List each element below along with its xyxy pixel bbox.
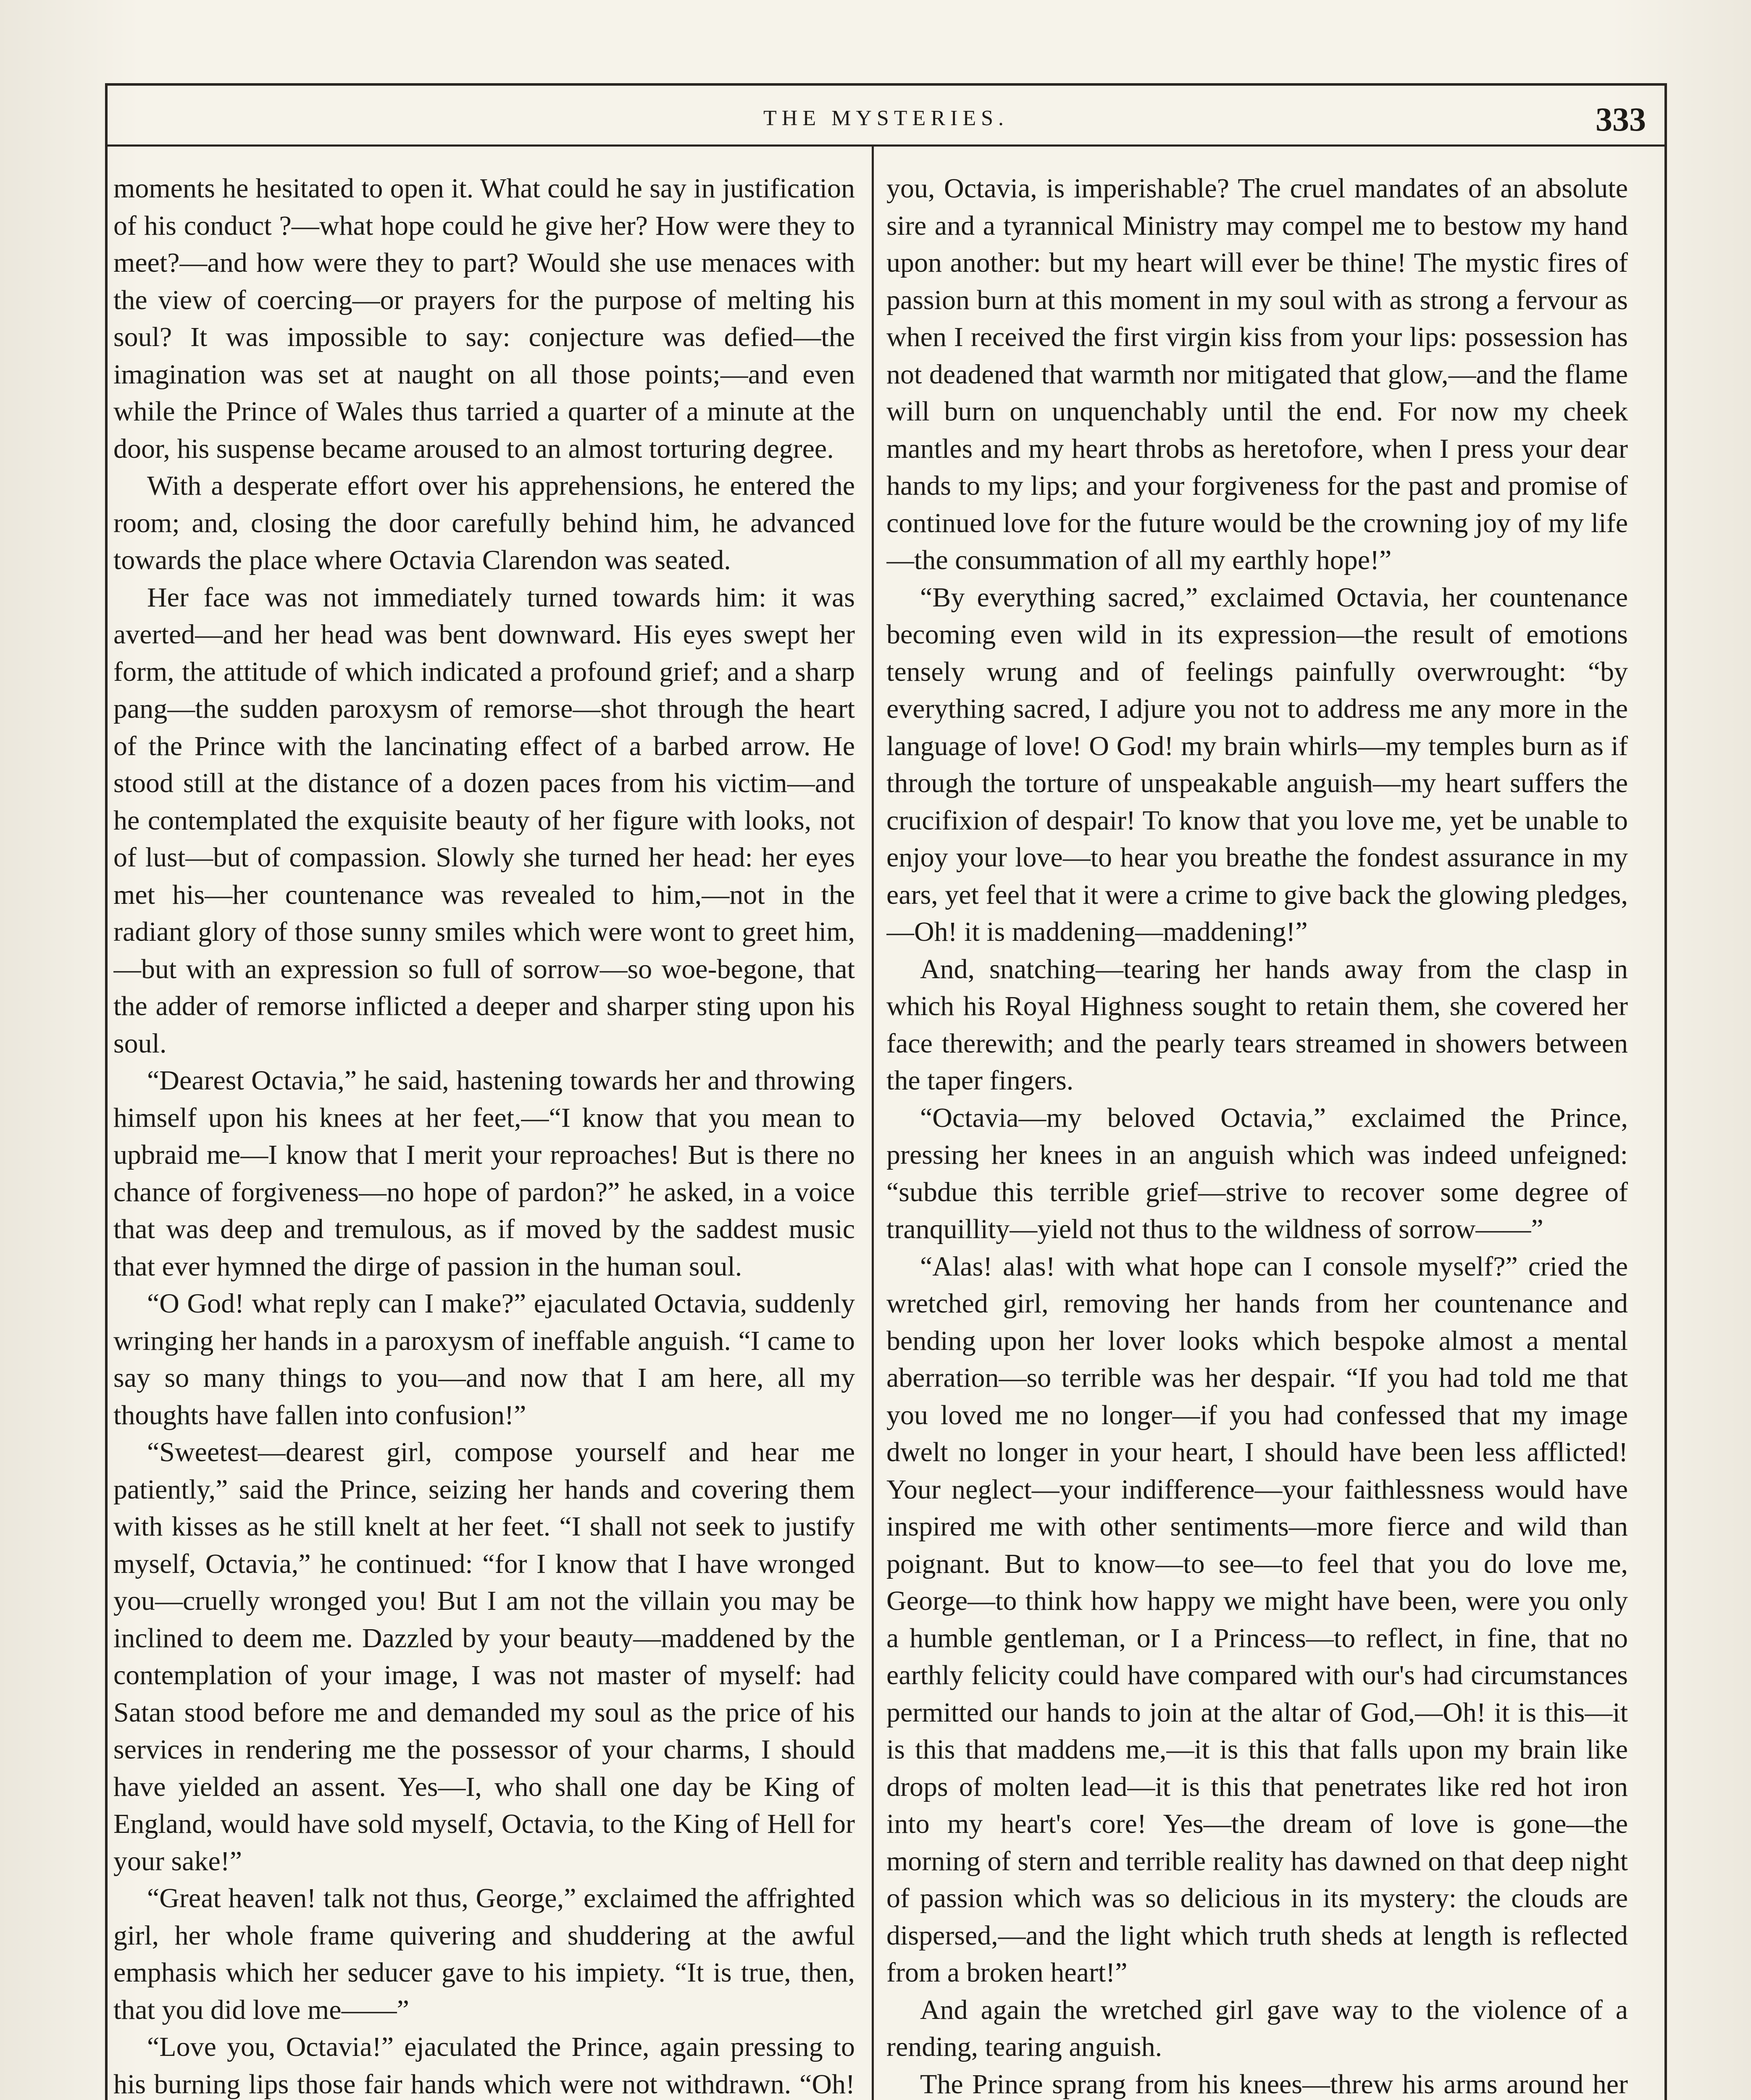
column-divider xyxy=(872,144,874,2100)
paragraph: “Octavia—my beloved Octavia,” exclaimed the Prince, pressing her knees in an anguish which was indeed unfeigned: “subdue this terrible grief—strive to recover some degree of tranquillity—yield not thus to the wildness of sorrow——” xyxy=(886,1102,1628,1244)
paragraph: moments he hesitated to open it. What could he say in justification of his conduct ?—what hope could he give her? How were they to meet?—and how were they to part? Would she use menaces with the view of coercing—or prayers for the purpose of melting his soul? It was impossible to say: conjecture was defied—the imagination was set at naught on all those points;—and even while the Prince of Wales thus tarried a quarter of a minute at the door, his suspense became aroused to an almost torturing degree. xyxy=(113,173,855,464)
paragraph: “Sweetest—dearest girl, compose yourself and hear me patiently,” said the Prince, seizing her hands and covering them with kisses as he still knelt at her feet. “I shall not seek to justify myself, Octavia,” he continued: “for I know that I have wronged you—cruelly wronged you! But I am not the villain you may be inclined to deem me. Dazzled by your beauty—maddened by the contemplation of your image, I was not master of myself: had Satan stood before me and demanded my soul as the price of his services in rendering me the possessor of your charms, I should have yielded an assent. Yes—I, who shall one day be King of England, would have sold myself, Octavia, to the King of Hell for your sake!” xyxy=(113,1437,855,1877)
paragraph: “By everything sacred,” exclaimed Octavia, her countenance becoming even wild in its expression—the result of emotions tensely wrung and of feelings painfully overwrought: “by everything sacred, I adjure you not to address me any more in the language of love! O God! my brain whirls—my temples burn as if through the torture of unspeakable anguish—my heart suffers the crucifixion of despair! To know that you love me, yet be unable to enjoy your love—to hear you breathe the fondest assurance in my ears, yet feel that it were a crime to give back the glowing pledges,—Oh! it is maddening—maddening!” xyxy=(886,582,1628,947)
left-border-rule xyxy=(105,83,108,2100)
paragraph: And, snatching—tearing her hands away from the clasp in which his Royal Highness sought to retain them, she covered her face therewith; and the pearly tears streamed in showers between the taper fingers. xyxy=(886,953,1628,1096)
paragraph: Her face was not immediately turned towards him: it was averted—and her head was bent downward. His eyes swept her form, the attitude of which indicated a profound grief; and a sharp pang—the sudden paroxysm of remorse—shot through the heart of the Prince with the lancinating effect of a barbed arrow. He stood still at the distance of a dozen paces from his victim—and he contemplated the exquisite beauty of her figure with looks, not of lust—but of compassion. Slowly she turned her head: her eyes met his—her countenance was revealed to him,—not in the radiant glory of those sunny smiles which were wont to greet him,—but with an expression so full of sorrow—so woe-begone, that the adder of remorse inflicted a deeper and sharper sting upon his soul. xyxy=(113,582,855,1059)
left-column xyxy=(113,170,855,2100)
paragraph: “Love you, Octavia!” ejaculated the Prince, again pressing to his burning lips those fair hands which were not withdrawn. “Oh! xyxy=(113,2032,855,2100)
paragraph: And again the wretched girl gave way to the violence of a rending, tearing anguish. xyxy=(886,1994,1628,2062)
paragraph: “Great heaven! talk not thus, George,” exclaimed the affrighted girl, her whole frame quivering and shuddering at the awful emphasis which her seducer gave to his impiety. “It is true, then, that you did love me——” xyxy=(113,1883,855,2025)
running-head: THE MYSTERIES. xyxy=(763,106,1009,130)
paragraph: “O God! what reply can I make?” ejaculated Octavia, suddenly wringing her hands in a paroxysm of ineffable anguish. “I came to say so many things to you—and now that I am here, all my thoughts have fallen into confusion!” xyxy=(113,1288,855,1431)
top-rule xyxy=(105,83,1667,86)
right-column xyxy=(886,170,1628,2100)
paragraph: you, Octavia, is imperishable? The cruel mandates of an absolute sire and a tyrannical Ministry may compel me to bestow my hand upon another: but my heart will ever be thine! The mystic fires of passion burn at this moment in my soul with as strong a fervour as when I received the first virgin kiss from your lips: possession has not deadened that warmth nor mitigated that glow,—and the flame will burn on unquenchably until the end. For now my cheek mantles and my heart throbs as heretofore, when I press your dear hands to my lips; and your forgiveness for the past and promise of continued love for the future would be the crowning joy of my life—the consummation of all my earthly hope!” xyxy=(886,173,1628,575)
paragraph: “Dearest Octavia,” he said, hastening towards her and throwing himself upon his knees at her feet,—“I know that you mean to upbraid me—I know that I merit your reproaches! But is there no chance of forgiveness—no hope of pardon?” he asked, in a voice that was deep and tremulous, as if moved by the saddest music that ever hymned the dirge of passion in the human soul. xyxy=(113,1065,855,1282)
page-header xyxy=(105,95,1667,145)
right-border-rule xyxy=(1664,83,1667,2100)
paragraph: “Alas! alas! with what hope can I console myself?” cried the wretched girl, removing her hands from her countenance and bending upon her lover looks which bespoke almost a mental aberration—so terrible was her despair. “If you had told me that you loved me no longer—if you had confessed that my image dwelt no longer in your heart, I should have been less afflicted! Your neglect—your indifference—your faithlessness would have inspired me with other sentiments—more fierce and wild than poignant. But to know—to see—to feel that you do love me, George—to think how happy we might have been, were you only a humble gentleman, or I a Princess—to reflect, in fine, that no earthly felicity could have compared with our's had circumstances permitted our hands to join at the altar of God,—Oh! it is this—it is this that maddens me,—it is this that falls upon my brain like drops of molten lead—it is this that penetrates like red hot iron into my heart's core! Yes—the dream of love is gone—the morning of stern and terrible reality has dawned on that deep night of passion which was so delicious in its mystery: the clouds are dispersed,—and the light which truth sheds at length is reflected from a broken heart!” xyxy=(886,1251,1628,1988)
paragraph: The Prince sprang from his knees—threw his arms around her xyxy=(920,2068,1628,2100)
page-number: 333 xyxy=(1596,101,1646,138)
header-rule xyxy=(105,144,1667,147)
paragraph: With a desperate effort over his apprehensions, he entered the room; and, closing the door carefully behind him, he advanced towards the place where Octavia Clarendon was seated. xyxy=(113,470,855,575)
